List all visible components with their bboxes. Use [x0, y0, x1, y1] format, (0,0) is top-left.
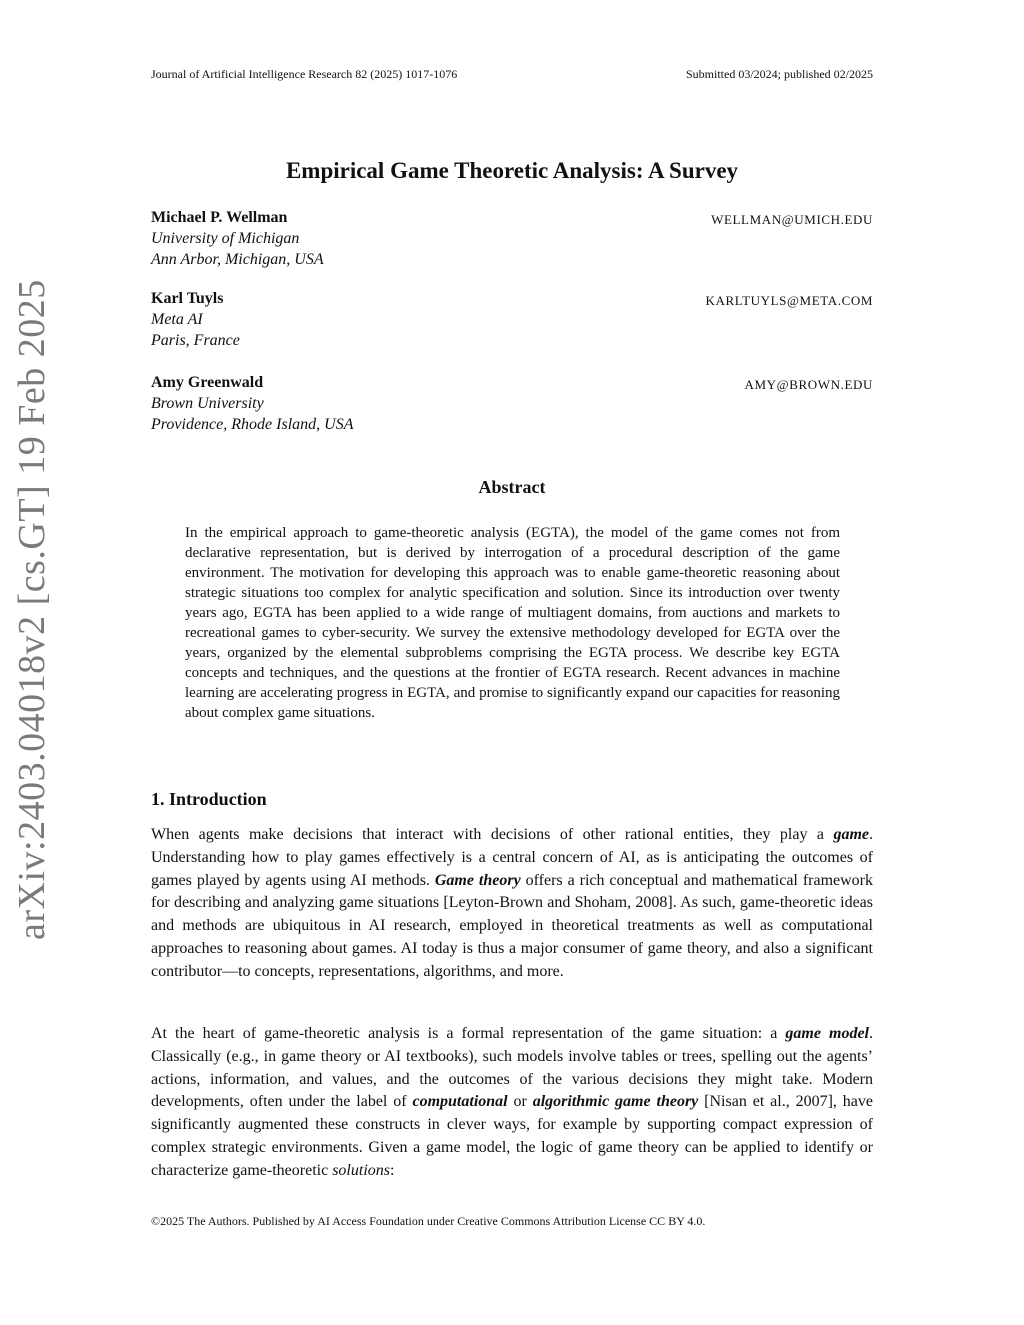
text-run: When agents make decisions that interact with decisions of other rational entities, they play a — [151, 826, 834, 843]
journal-citation: Journal of Artificial Intelligence Research 82 (2025) 1017-1076 — [151, 67, 458, 81]
author-name: Karl Tuyls — [151, 290, 224, 307]
author-name: Michael P. Wellman — [151, 209, 288, 226]
author-email: AMY@BROWN.EDU — [744, 377, 873, 392]
author-email: WELLMAN@UMICH.EDU — [711, 212, 873, 227]
text-run: . Understanding how to play games effectively is a central concern of AI, as is anticipating the outcomes of games played by agents using AI methods. — [151, 826, 873, 889]
intro-paragraph-2 — [151, 1023, 873, 1183]
emphasis-term: Game theory — [434, 871, 521, 889]
author-affiliation: Brown University — [151, 395, 264, 412]
abstract-heading: Abstract — [478, 477, 546, 497]
text-run: . Classically (e.g., in game theory or AI textbooks), such models involve tables or trees, spelling out the agents’ actions, information, and values, and the outcomes of the various decisions they might take. Modern developments, often under the label of — [151, 1025, 873, 1111]
author-name: Amy Greenwald — [151, 374, 264, 391]
author-block — [151, 372, 873, 435]
author-block — [151, 207, 873, 270]
author-email: KARLTUYLS@META.COM — [705, 293, 873, 308]
author-location: Providence, Rhode Island, USA — [151, 416, 354, 433]
emphasis-term: computational — [412, 1093, 508, 1111]
author-location: Paris, France — [151, 332, 240, 349]
section-heading: 1. Introduction — [151, 789, 267, 809]
emphasis-term: game model — [785, 1025, 869, 1042]
italic-term: solutions — [332, 1161, 390, 1179]
submission-dates: Submitted 03/2024; published 02/2025 — [685, 67, 873, 81]
emphasis-term: game — [833, 826, 869, 843]
intro-paragraph-1 — [151, 824, 873, 984]
text-run: [Nisan et al., 2007], have significantly augmented these constructs in clever ways, for example by supporting compact expression of complex strategic environments. Given a game model, the logic of game theory can be applied to identify or characterize game-theoretic — [151, 1093, 874, 1179]
author-affiliation: University of Michigan — [151, 230, 300, 247]
text-run: : — [390, 1161, 395, 1179]
arxiv-identifier: arXiv:2403.04018v2 [cs.GT] 19 Feb 2025 — [11, 279, 53, 940]
paper-title: Empirical Game Theoretic Analysis: A Survey — [285, 158, 739, 183]
author-location: Ann Arbor, Michigan, USA — [151, 251, 324, 268]
author-affiliation: Meta AI — [151, 311, 203, 328]
abstract-text: In the empirical approach to game-theoretic analysis (EGTA), the model of the game comes not from declarative representation, but is derived by interrogation of a procedural description of the game environment. The motivation for developing this approach was to enable game-theoretic reasoning about strategic situations too complex for analytic specification and solution. Since its introduction over twenty years ago, EGTA has been applied to a wide range of multiagent domains, from auctions and markets to recreational games to cyber-security. We survey the extensive methodology developed for EGTA over the years, organized by the elemental subproblems comprising the EGTA process. We describe key EGTA concepts and techniques, and the questions at the frontier of EGTA research. Recent advances in machine learning are accelerating progress in EGTA, and promise to significantly expand our capacities for reasoning about complex game situations. — [185, 525, 840, 721]
author-block — [151, 288, 873, 351]
text-run: or — [507, 1093, 533, 1111]
emphasis-term: algorithmic game theory — [532, 1093, 699, 1111]
text-run: offers a rich conceptual and mathematical framework for describing and analyzing game situations [Leyton-Brown and Shoham, 2008]. As such, game-theoretic ideas and methods are ubiquitous in AI research, employed in theoretical treatments as well as computational approaches to reasoning about games. AI today is thus a major consumer of game theory, and also a significant contributor—to concepts, representations, algorithms, and more. — [151, 871, 873, 980]
license-footer: ©2025 The Authors. Published by AI Access Foundation under Creative Commons Attribution License CC BY 4.0. — [151, 1214, 706, 1228]
text-run: At the heart of game-theoretic analysis is a formal representation of the game situation: a — [151, 1025, 786, 1042]
